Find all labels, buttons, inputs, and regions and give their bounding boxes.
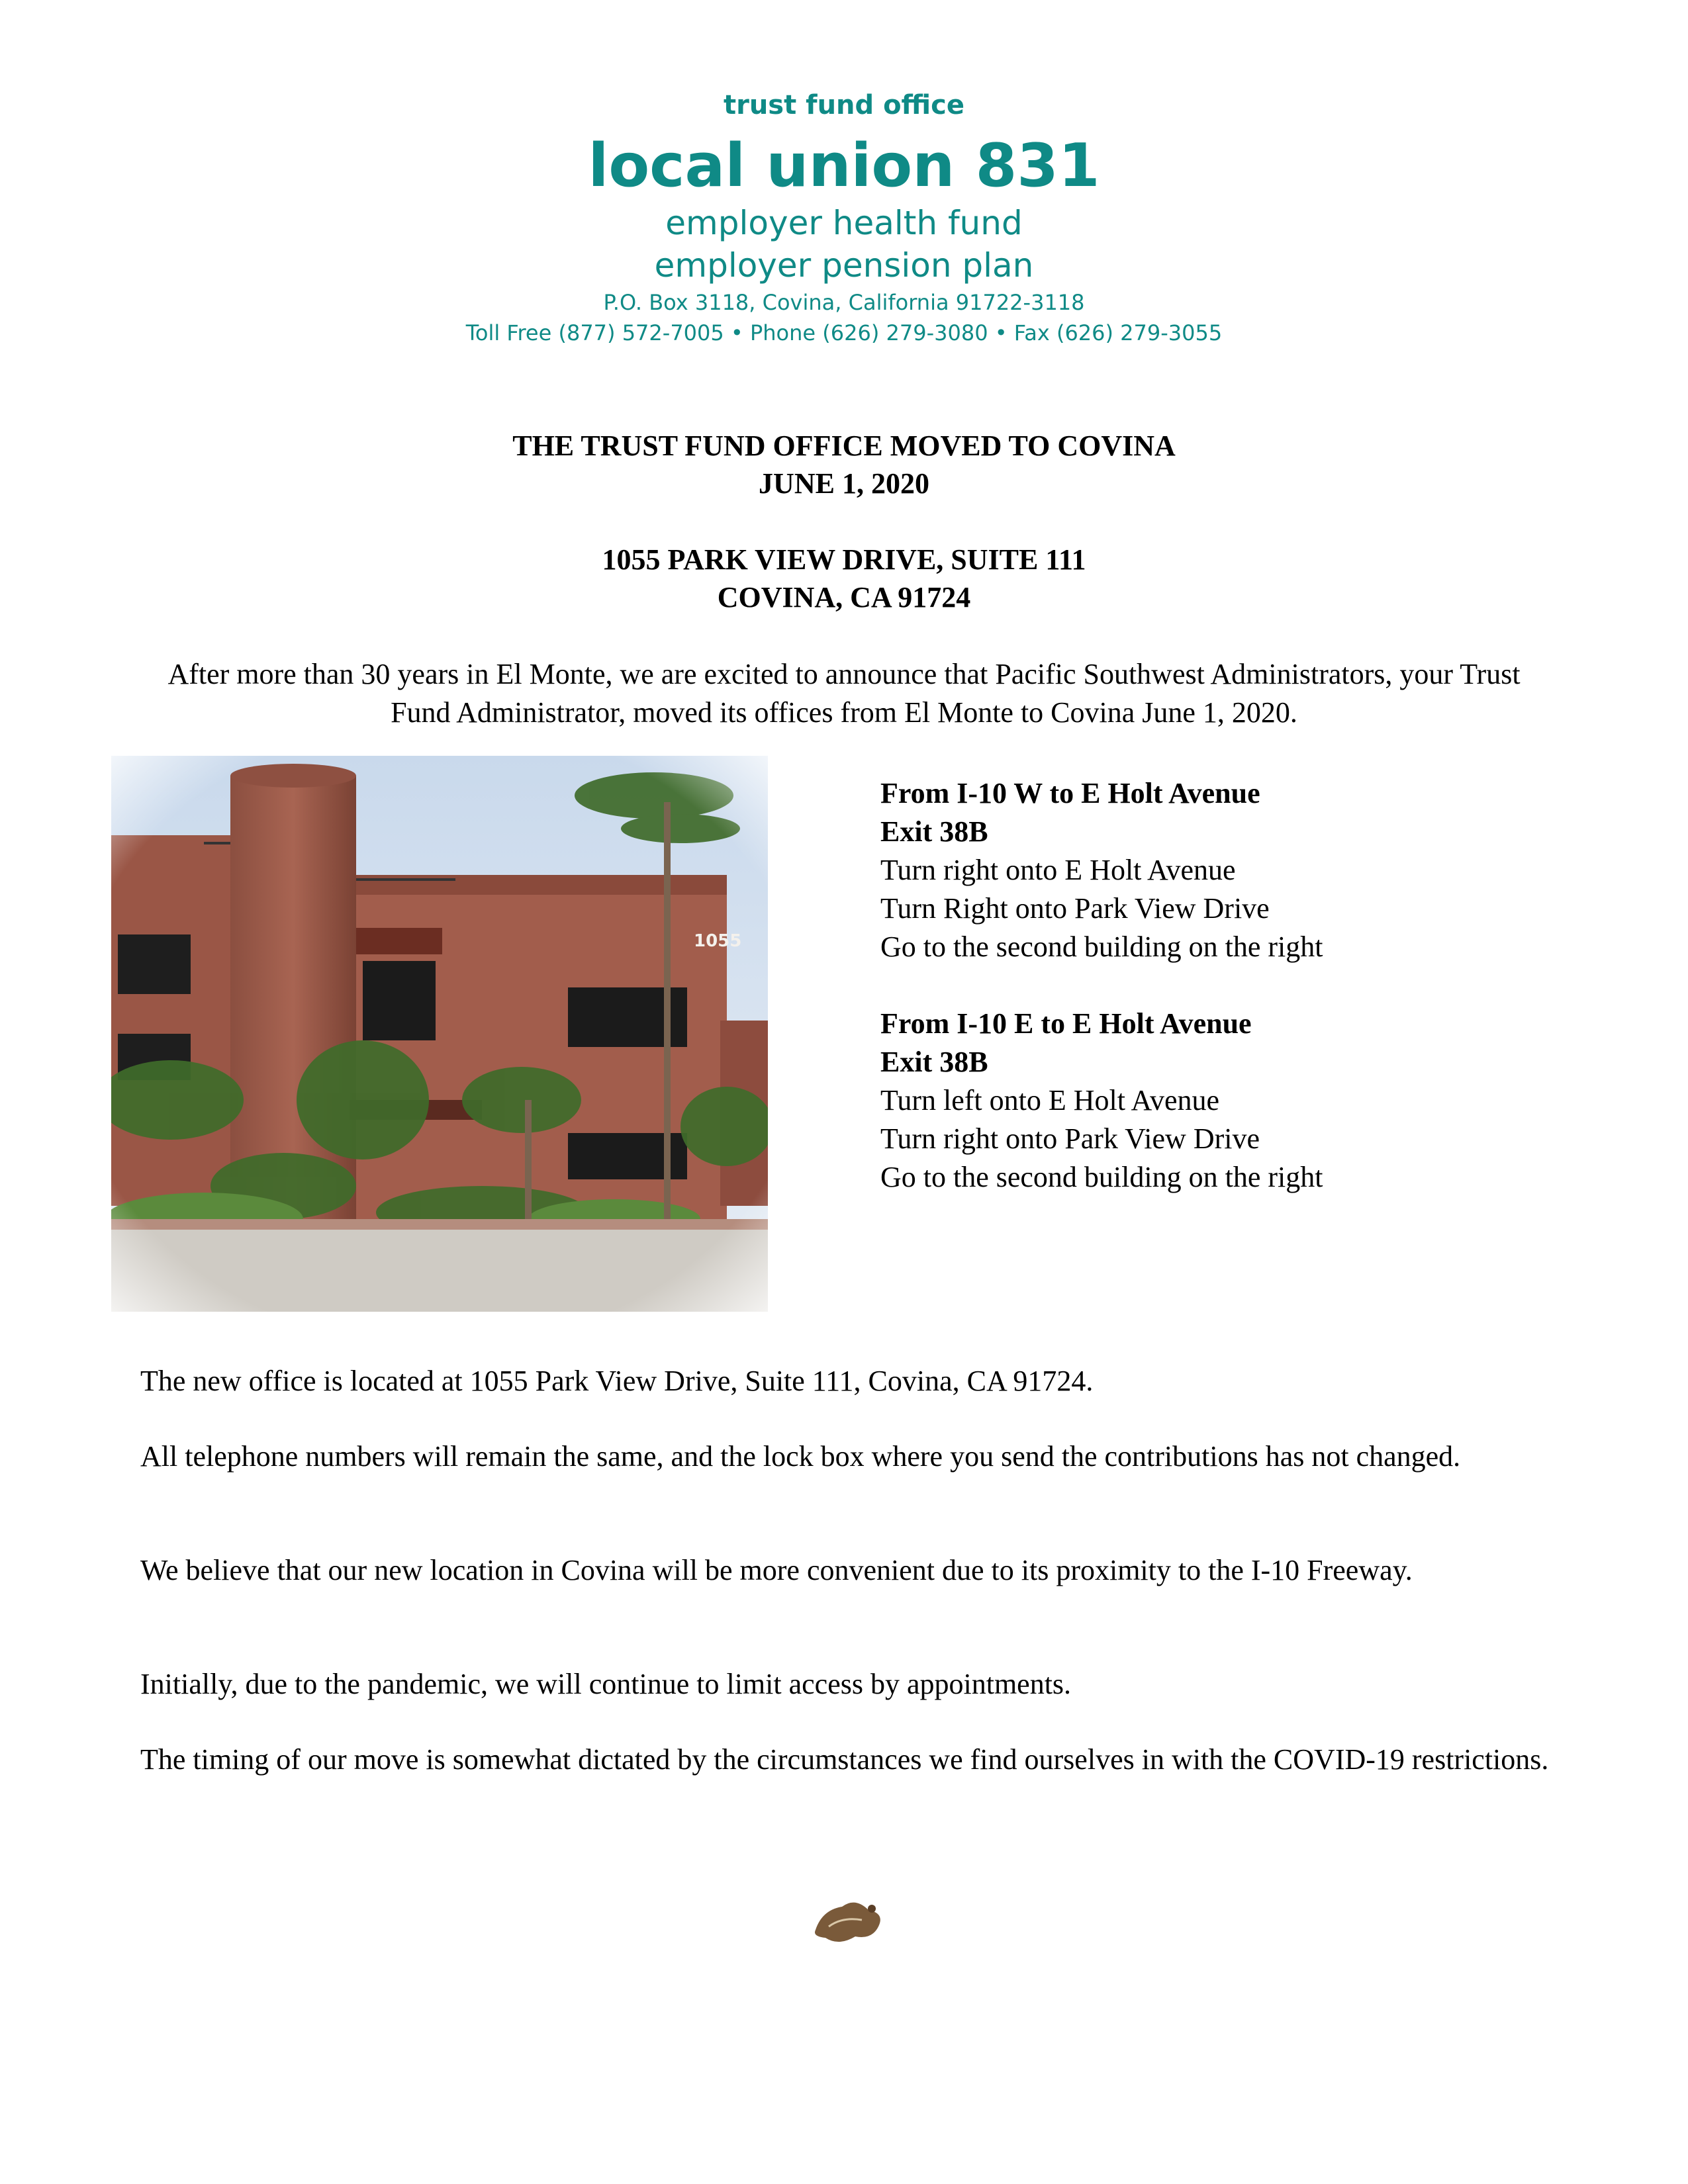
letterhead-phones: Toll Free (877) 572-7005 • Phone (626) 279-3080 • Fax (626) 279-3055 (465, 320, 1223, 345)
directions (880, 774, 1609, 1197)
directions-east-step: Go to the second building on the right (880, 1161, 1323, 1193)
directions-east-step: Turn right onto Park View Drive (880, 1122, 1260, 1155)
letterhead-union: local union 831 (588, 131, 1100, 201)
headline-address: 1055 PARK VIEW DRIVE, SUITE 111 (602, 543, 1086, 576)
building-photo (111, 756, 768, 1312)
body-paragraph: Initially, due to the pandemic, we will continue to limit access by appointments. (140, 1668, 1072, 1700)
seal-icon (809, 1890, 888, 1950)
body-paragraph: All telephone numbers will remain the same, and the lock box where you send the contributions has not changed. (140, 1440, 1461, 1473)
directions-west-step: Go to the second building on the right (880, 931, 1323, 963)
directions-east-exit: Exit 38B (880, 1046, 988, 1078)
headline-date: JUNE 1, 2020 (759, 467, 929, 500)
building-number: 1055 (694, 931, 742, 951)
body-paragraph: We believe that our new location in Covina will be more convenient due to its proximity to the I-10 Freeway. (140, 1554, 1413, 1586)
directions-east-title: From I-10 E to E Holt Avenue (880, 1007, 1252, 1040)
letterhead-po-box: P.O. Box 3118, Covina, California 91722-3118 (603, 290, 1085, 315)
letterhead-pension-plan: employer pension plan (654, 246, 1034, 285)
directions-east-step: Turn left onto E Holt Avenue (880, 1084, 1220, 1116)
union-bug-seal (809, 1890, 888, 1950)
directions-west-step: Turn Right onto Park View Drive (880, 892, 1270, 925)
letterhead-health-fund: employer health fund (665, 204, 1023, 242)
headline-title: THE TRUST FUND OFFICE MOVED TO COVINA (512, 430, 1176, 462)
building-illustration (111, 756, 768, 1312)
directions-west-step: Turn right onto E Holt Avenue (880, 854, 1236, 886)
directions-west-exit: Exit 38B (880, 815, 988, 848)
headline-city: COVINA, CA 91724 (717, 581, 971, 614)
body-paragraph: The timing of our move is somewhat dictated by the circumstances we find ourselves in with the COVID-19 restrictions. (140, 1743, 1549, 1776)
intro-paragraph: After more than 30 years in El Monte, we are excited to announce that Pacific Southwest Administrators, your Trust Fund Administrator, moved its offices from El Monte to Covina June 1, 2020. (167, 658, 1521, 729)
directions-west-title: From I-10 W to E Holt Avenue (880, 777, 1260, 809)
body-paragraph: The new office is located at 1055 Park View Drive, Suite 111, Covina, CA 91724. (140, 1365, 1094, 1397)
letterhead-office: trust fund office (723, 90, 965, 120)
